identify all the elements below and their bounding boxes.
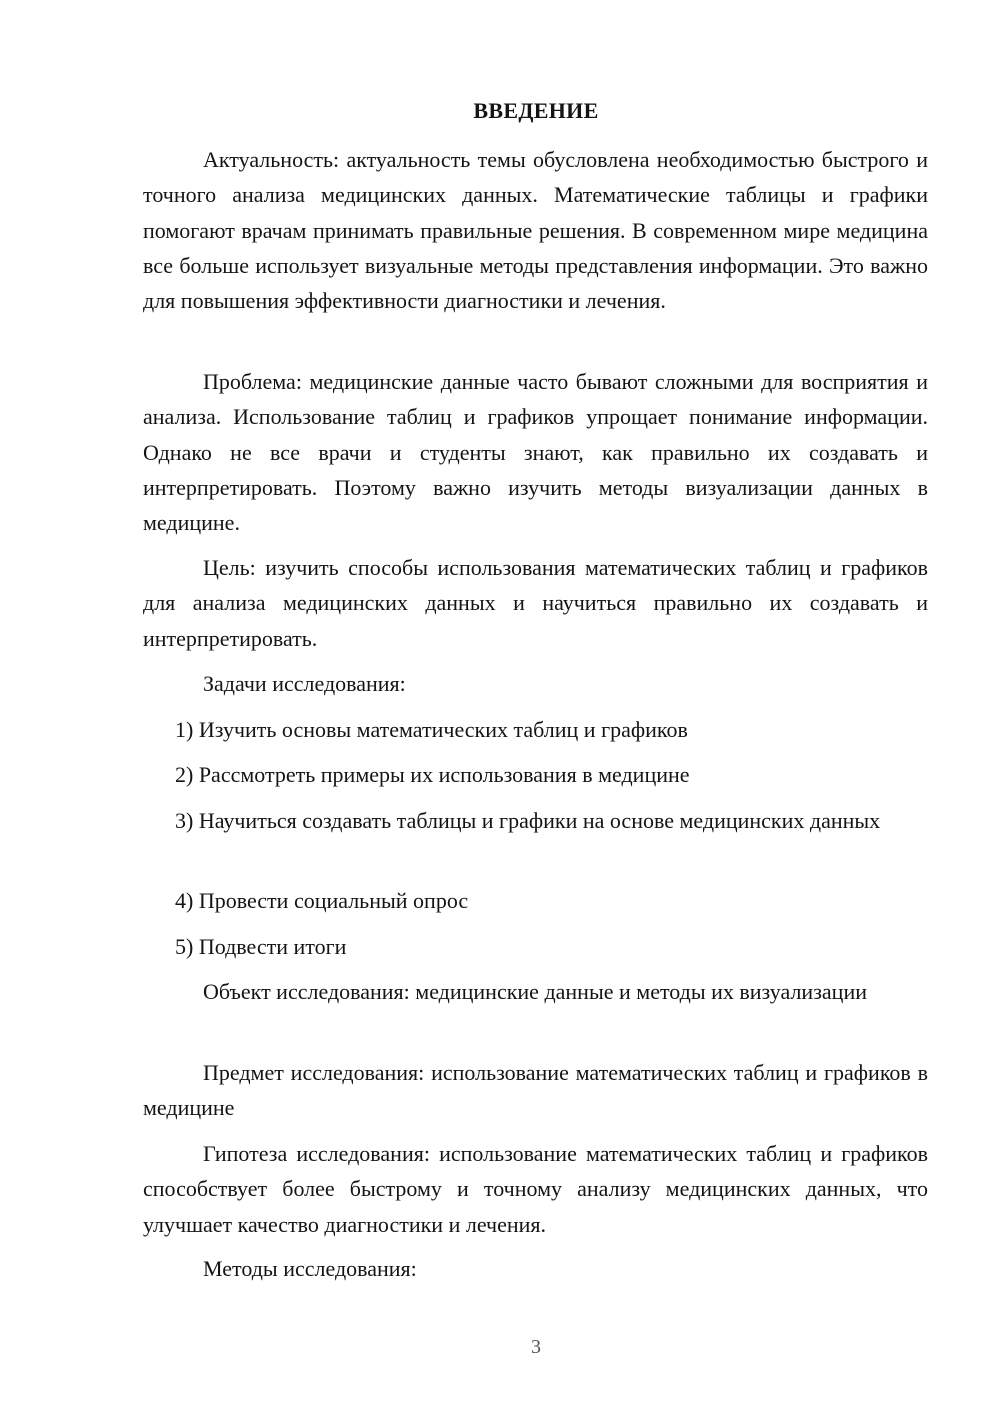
paragraph-relevance: Актуальность: актуальность темы обусловлена необходимостью быстрого и точного анализа медицинских данных. Математические таблицы и графики помогают врачам принимать правильные решения. В современном мире медицина все больше использует визуальные методы представления информации. Это важно для повышения эффективности диагностики и лечения. bbox=[143, 147, 928, 314]
methods-heading: Методы исследования: bbox=[203, 1256, 417, 1281]
paragraph-subject: Предмет исследования: использование математических таблиц и графиков в медицине bbox=[143, 1060, 928, 1121]
task-item: 4) Провести социальный опрос bbox=[175, 888, 469, 913]
paragraph-hypothesis: Гипотеза исследования: использование математических таблиц и графиков способствует более быстрому и точному анализу медицинских данных, что улучшает качество диагностики и лечения. bbox=[143, 1141, 928, 1237]
section-heading: ВВЕДЕНИЕ bbox=[473, 98, 599, 123]
page-number: 3 bbox=[531, 1336, 541, 1358]
tasks-heading: Задачи исследования: bbox=[203, 671, 406, 696]
paragraph-goal: Цель: изучить способы использования математических таблиц и графиков для анализа медицинских данных и научиться правильно их создавать и интерпретировать. bbox=[143, 555, 928, 651]
paragraph-problem: Проблема: медицинские данные часто бывают сложными для восприятия и анализа. Использование таблиц и графиков упрощает понимание информации. Однако не все врачи и студенты знают, как правильно их создавать и интерпретировать. Поэтому важно изучить методы визуализации данных в медицине. bbox=[143, 369, 928, 536]
task-item: 1) Изучить основы математических таблиц и графиков bbox=[175, 717, 688, 742]
task-item: 2) Рассмотреть примеры их использования в медицине bbox=[175, 762, 690, 787]
task-item: 3) Научиться создавать таблицы и графики на основе медицинских данных bbox=[175, 808, 881, 833]
paragraph-object: Объект исследования: медицинские данные и методы их визуализации bbox=[203, 979, 867, 1004]
task-item: 5) Подвести итоги bbox=[175, 934, 347, 959]
